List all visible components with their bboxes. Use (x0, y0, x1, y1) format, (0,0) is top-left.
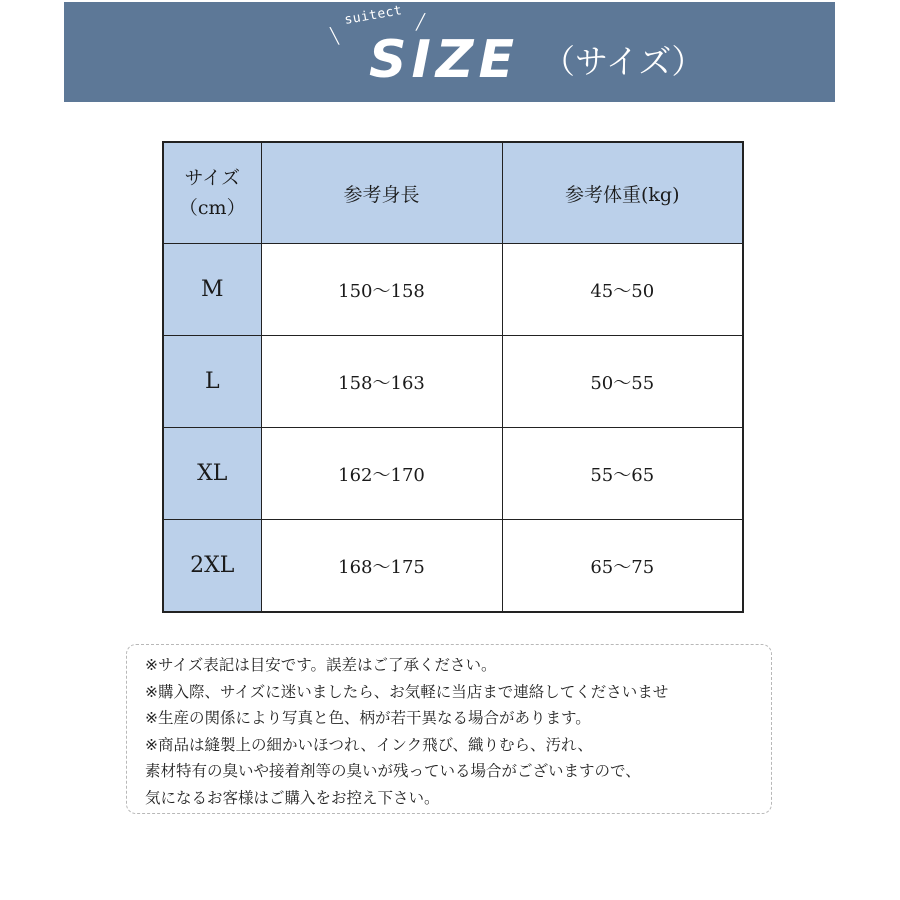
height-cell: 168〜175 (261, 520, 502, 613)
table-header-row (163, 142, 743, 244)
header-size (163, 142, 261, 244)
note-line: ※サイズ表記は目安です。誤差はご了承ください。 (145, 656, 497, 674)
table-row (163, 336, 743, 428)
height-cell: 150〜158 (261, 244, 502, 336)
header-weight: 参考体重(kg) (502, 142, 743, 244)
table-row (163, 428, 743, 520)
size-cell: 2XL (163, 520, 261, 613)
note-line: 気になるお客様はご購入をお控え下さい。 (145, 788, 440, 807)
weight-cell: 45〜50 (502, 244, 743, 336)
header-size-label: サイズ (184, 167, 240, 189)
page-subtitle: （サイズ） (542, 42, 705, 81)
brand-right-slash: ╱ (416, 13, 426, 31)
weight-cell: 50〜55 (502, 336, 743, 428)
note-line: 素材特有の臭いや接着剤等の臭いが残っている場合がございますので、 (145, 762, 641, 780)
note-line: ※生産の関係により写真と色、柄が若干異なる場合があります。 (145, 709, 591, 727)
header-banner (64, 2, 835, 102)
brand-left-slash: ╲ (330, 27, 340, 45)
height-cell: 158〜163 (261, 336, 502, 428)
weight-cell: 65〜75 (502, 520, 743, 613)
weight-cell: 55〜65 (502, 428, 743, 520)
note-line: ※商品は縫製上の細かいほつれ、インク飛び、織りむら、汚れ、 (145, 735, 593, 754)
header-size-unit: （cm） (178, 197, 246, 219)
notes-box (126, 644, 772, 814)
table-row (163, 244, 743, 336)
size-cell: L (163, 336, 261, 428)
note-line: ※購入際、サイズに迷いましたら、お気軽に当店まで連絡してくださいませ (145, 682, 669, 701)
size-cell: M (163, 244, 261, 336)
size-chart-table (162, 141, 744, 613)
page-title: SIZE (369, 30, 520, 90)
header-height: 参考身長 (261, 142, 502, 244)
brand-name: suitect (343, 3, 404, 28)
table-row (163, 520, 743, 613)
size-cell: XL (163, 428, 261, 520)
height-cell: 162〜170 (261, 428, 502, 520)
